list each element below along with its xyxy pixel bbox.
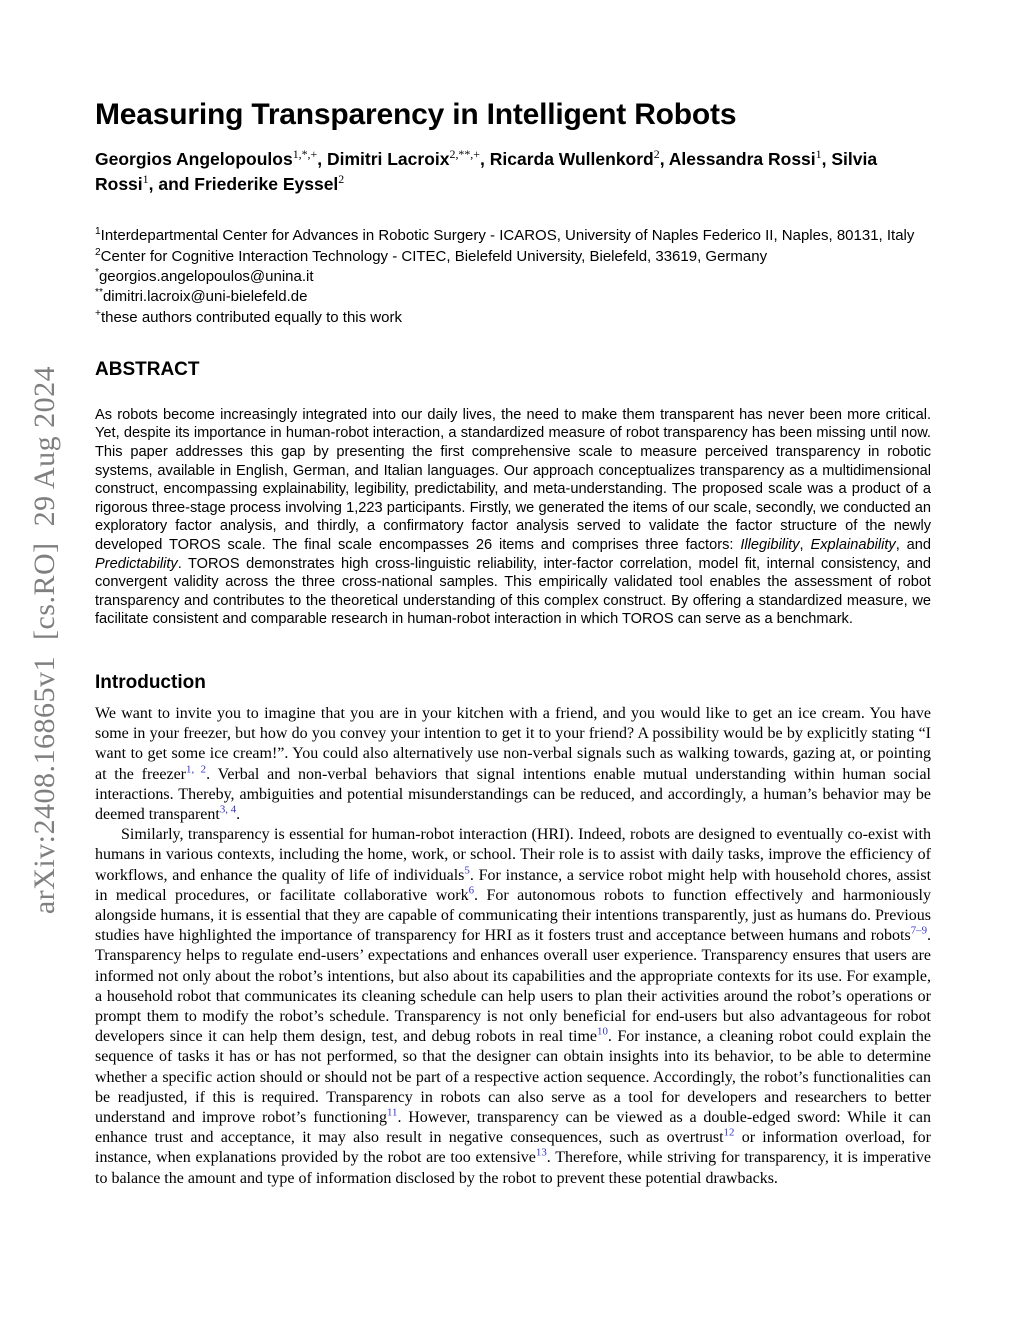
introduction-body [95, 704, 931, 1189]
emphasized-text: Illegibility [740, 537, 800, 554]
affiliation-marker: 1 [95, 226, 101, 238]
author-affiliation-marker: 2 [338, 172, 345, 187]
affiliation-text: dimitri.lacroix@uni-bielefeld.de [102, 288, 308, 306]
text-run: . Therefore, while striving for transparency, it is imperative to balance the amount and type of information disclosed by the robot to prevent these potential drawbacks. [95, 1149, 931, 1187]
text-run: , Ricarda Wullenkord [480, 149, 654, 170]
author-affiliation-marker: 1,*,+ [292, 147, 318, 162]
text-run: , and Friederike Eyssel [148, 174, 339, 195]
affiliation-line [95, 226, 931, 246]
text-run: Georgios Angelopoulos [95, 149, 293, 170]
affiliation-line [95, 247, 931, 267]
text-run: , [799, 537, 811, 554]
text-run: , Silvia Rossi [95, 149, 878, 195]
affiliation-marker: * [95, 266, 99, 278]
arxiv-watermark: arXiv:2408.16865v1 [cs.RO] 29 Aug 2024 [28, 365, 61, 915]
citation-ref[interactable]: 12 [723, 1126, 735, 1139]
affiliation-text: these authors contributed equally to this work [100, 308, 402, 326]
citation-ref[interactable]: 13 [535, 1147, 547, 1160]
text-run: . For instance, a cleaning robot could explain the sequence of tasks it has or has not performed, so that the designer can obtain insights into its behavior, to be able to determine whether a specific action should or should not be part of a respective action sequence. Accordingly, the robot’s functionalities can be readjusted, if this is required. Transparency in robots can also serve as a tool for developers and researchers to better understand and improve robot’s functioning [95, 1028, 932, 1127]
text-run: , Dimitri Lacroix [317, 149, 450, 170]
paper-content [95, 0, 931, 1189]
author-affiliation-marker: 1 [815, 147, 822, 162]
text-run: . For autonomous robots to function effectively and harmoniously alongside humans, it is essential that they are capable of communicating their intentions transparently, just as humans do. Previous studies have highlighted the importance of transparency for HRI as it fosters trust and acceptance between humans and robots [95, 886, 931, 945]
text-run: As robots become increasingly integrated into our daily lives, the need to make them transparent has never been more critical. Yet, despite its importance in human-robot interaction, a standardized measure of robot transparency has been missing until now. This paper addresses this gap by presenting the first comprehensive scale to measure perceived transparency in robotic systems, available in English, German, and Italian languages. Our approach conceptualizes transparency as a multidimensional construct, encompassing explainability, legibility, predictability, and meta-understanding. The proposed scale was a product of a rigorous three-stage process involving 1,223 participants. Firstly, we generated the items of our scale, secondly, we conducted an exploratory factor analysis, and thirdly, a confirmatory factor analysis served to validate the factor structure of the newly developed TOROS scale. The final scale encompasses 26 items and comprises three factors: [95, 406, 931, 554]
citation-ref[interactable]: 3, 4 [219, 803, 237, 816]
intro-paragraph-1 [95, 704, 931, 825]
author-list [95, 147, 931, 197]
text-run: We want to invite you to imagine that you are in your kitchen with a friend, and you would like to get an ice cream. You have some in your freezer, but how do you convey your intention to get it to your friend? A possibility would be by explicitly stating “I want to get some ice cream!”. You could also alternatively use non-verbal signals such as walking towards, gazing at, or pointing at the freezer [95, 705, 931, 783]
text-run: . However, transparency can be viewed as a double-edged sword: While it can enhance trust and acceptance, it may also result in negative consequences, such as overtrust [95, 1109, 931, 1147]
text-run: . Transparency helps to regulate end-users’ expectations and enhances overall user experience. Transparency ensures that users are informed not only about the robot’s intentions, but also about its capabilities and the appropriate contexts for its use. For example, a household robot that communicates its cleaning schedule can help users to plan their activities around the robot’s operations or prompt them to modify the robot’s schedule. Transparency is not only beneficial for end-users but also advantageous for robot developers since it can help them design, test, and debug robots in real time [95, 927, 931, 1046]
text-run: . TOROS demonstrates high cross-linguistic reliability, inter-factor correlation, model fit, internal consistency, and convergent validity across the three cross-national samples. This empirically validated tool enables the assessment of robot transparency and contributes to the theoretical understanding of this complex construct. By offering a standardized measure, we facilitate consistent and comparable research in human-robot interaction in which TOROS can serve as a benchmark. [95, 555, 931, 628]
affiliation-text: Interdepartmental Center for Advances in Robotic Surgery - ICAROS, University of Naples Federico II, Naples, 80131, Italy [100, 227, 915, 245]
affiliation-line [95, 287, 931, 307]
affiliation-marker: + [95, 307, 101, 319]
affiliation-line [95, 308, 931, 328]
citation-ref[interactable]: 10 [597, 1025, 608, 1038]
emphasized-text: Predictability [95, 555, 178, 572]
paper-title: Measuring Transparency in Intelligent Robots [95, 98, 737, 131]
citation-ref[interactable]: 1, 2 [186, 763, 207, 776]
citation-ref[interactable]: 6 [468, 884, 475, 897]
citation-ref[interactable]: 7–9 [910, 924, 927, 937]
introduction-heading: Introduction [95, 672, 206, 693]
author-affiliation-marker: 1 [142, 172, 149, 187]
affiliation-text: georgios.angelopoulos@unina.it [98, 267, 314, 285]
text-run: . [236, 806, 241, 824]
author-affiliation-marker: 2,**,+ [449, 147, 480, 162]
citation-ref[interactable]: 11 [386, 1106, 398, 1119]
abstract-text [95, 406, 931, 629]
text-run: or information overload, for instance, when explanations provided by the robot are too extensive [95, 1129, 932, 1167]
affiliation-line [95, 267, 931, 287]
affiliation-marker: 2 [95, 246, 101, 258]
emphasized-text: Explainability [810, 537, 896, 554]
intro-paragraph-2 [95, 825, 931, 1189]
author-affiliation-marker: 2 [653, 147, 660, 162]
abstract-heading: ABSTRACT [95, 358, 200, 380]
affiliation-text: Center for Cognitive Interaction Technology - CITEC, Bielefeld University, Bielefeld, 33619, Germany [100, 247, 768, 265]
affiliation-list [95, 226, 931, 327]
affiliation-marker: ** [95, 287, 103, 299]
text-run: , and [895, 537, 931, 554]
text-run: Similarly, transparency is essential for human-robot interaction (HRI). Indeed, robots are designed to eventually co-exist with humans in various contexts, including the home, work, or school. Their role is to assist with daily tasks, improve the efficiency of workflows, and enhance the quality of life of individuals [95, 826, 931, 884]
citation-ref[interactable]: 5 [464, 864, 470, 877]
text-run: . Verbal and non-verbal behaviors that signal intentions enable mutual understanding within human social interactions. Thereby, ambiguities and potential misunderstandings can be reduced, and accordingly, a human’s behavior may be deemed transparent [95, 765, 932, 824]
text-run: . For instance, a service robot might help with household chores, assist in medical procedures, or facilitate collaborative work [95, 866, 932, 904]
text-run: , Alessandra Rossi [659, 149, 816, 170]
